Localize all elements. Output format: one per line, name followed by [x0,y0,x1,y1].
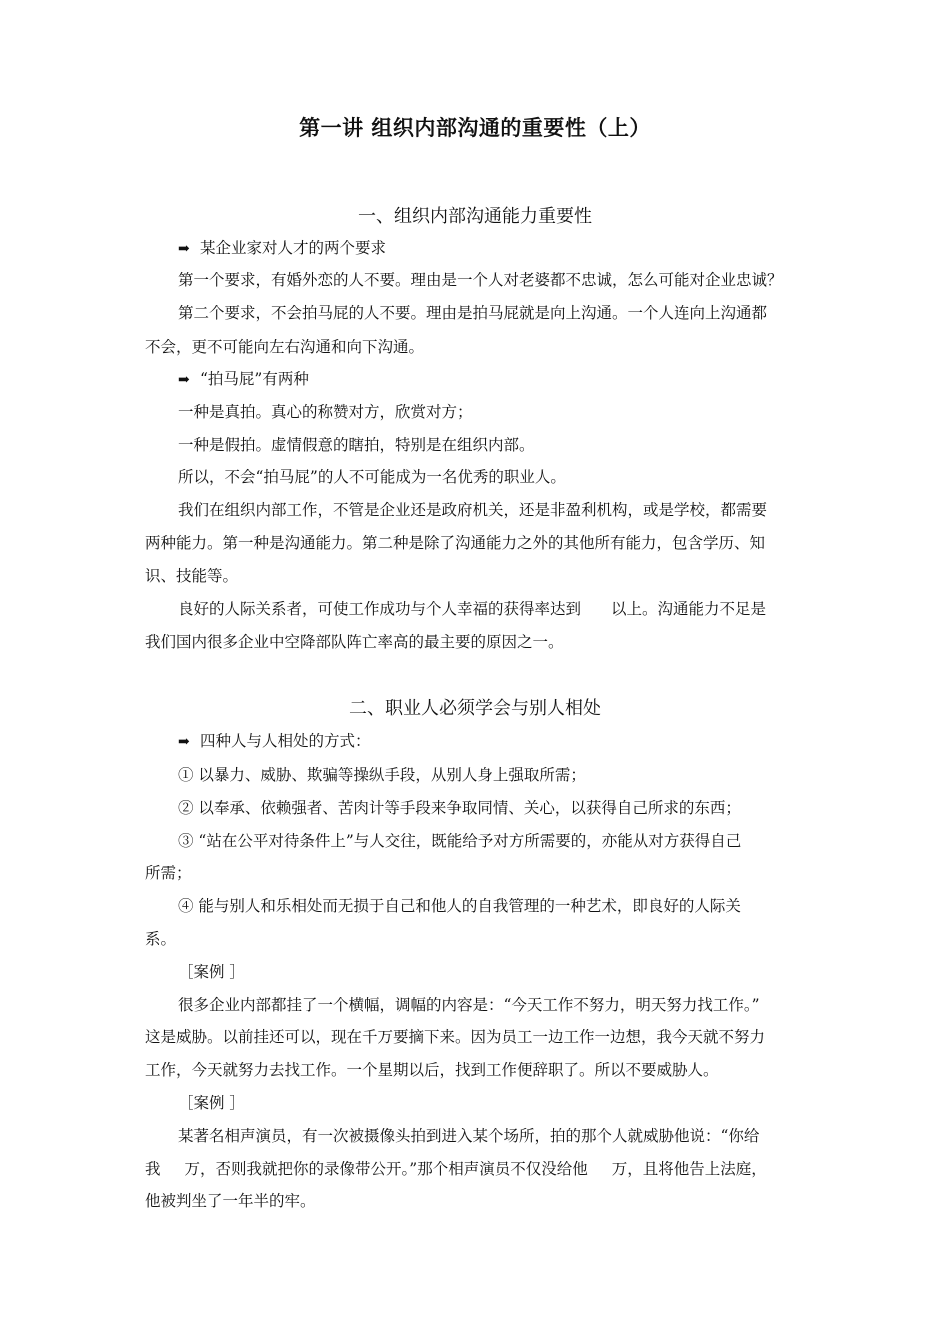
section1-heading: 一、组织内部沟通能力重要性 [358,206,592,227]
case-label: ［案例 ］ [178,1094,245,1112]
paragraph-line: 一种是假拍。虚情假意的瞎拍，特别是在组织内部。 [178,436,535,454]
bullet-text: 四种人与人相处的方式： [200,732,371,750]
text-span: 万，否则我就把你的录像带公开。”那个相声演员不仅没给他 [184,1160,588,1178]
bullet-item [178,730,810,753]
paragraph-line: 这是威胁。以前挂还可以，现在千万要摘下来。因为员工一边工作一边想，我今天就不努力 [145,1028,766,1046]
paragraph-line: 两种能力。第一种是沟通能力。第二种是除了沟通能力之外的其他所有能力，包含学历、知 [145,534,766,552]
paragraph-line [178,598,810,620]
bullet-text: 某企业家对人才的两个要求 [200,239,387,257]
page-title: 第一讲 组织内部沟通的重要性（上） [299,116,651,140]
bullet-item [178,368,810,391]
bullet-text: “拍马屁”有两种 [200,370,309,388]
list-item: ③ “站在公平对待条件上”与人交往，既能给予对方所需要的，亦能从对方获得自己 [178,832,742,850]
paragraph-line: 第一个要求，有婚外恋的人不要。理由是一个人对老婆都不忠诚，怎么可能对企业忠诚？ [178,271,783,289]
list-item: 所需； [145,864,192,882]
case-label: ［案例 ］ [178,963,245,981]
paragraph-line: 某著名相声演员，有一次被摄像头拍到进入某个场所，拍的那个人就威胁他说：“你给 [178,1127,760,1145]
bullet-item [178,237,810,260]
list-item: ② 以奉承、依赖强者、苦肉计等手段来争取同情、关心，以获得自己所求的东西； [178,799,741,817]
paragraph-line: 一种是真拍。真心的称赞对方，欣赏对方； [178,403,473,421]
section2-heading: 二、职业人必须学会与别人相处 [349,698,601,719]
paragraph-line: 第二个要求，不会拍马屁的人不要。理由是拍马屁就是向上沟通。一个人连向上沟通都 [178,304,768,322]
text-span: 良好的人际关系者，可使工作成功与个人幸福的获得率达到 [178,600,582,618]
right-arrow-icon: ➡ [178,241,190,257]
paragraph-line [145,1158,810,1180]
paragraph-line: 不会，更不可能向左右沟通和向下沟通。 [145,338,425,356]
list-item: ① 以暴力、威胁、欺骗等操纵手段，从别人身上强取所需； [178,766,586,784]
list-item: 系。 [145,930,177,948]
right-arrow-icon: ➡ [178,734,190,750]
list-item: ④ 能与别人和乐相处而无损于自己和他人的自我管理的一种艺术，即良好的人际关 [178,897,741,915]
paragraph-line: 我们在组织内部工作，不管是企业还是政府机关，还是非盈利机构，或是学校，都需要 [178,501,768,519]
paragraph-line: 很多企业内部都挂了一个横幅，调幅的内容是：“今天工作不努力，明天努力找工作。” [178,996,760,1014]
paragraph-line: 识、技能等。 [145,567,239,585]
text-span: 我 [145,1160,161,1178]
paragraph-line: 工作，今天就努力去找工作。一个星期以后，找到工作便辞职了。所以不要威胁人。 [145,1061,719,1079]
paragraph-line: 他被判坐了一年半的牢。 [145,1192,316,1210]
paragraph-line: 我们国内很多企业中空降部队阵亡率高的最主要的原因之一。 [145,633,564,651]
text-span: 万，且将他告上法庭， [611,1160,767,1178]
right-arrow-icon: ➡ [178,372,190,388]
paragraph-line: 所以，不会“拍马屁”的人不可能成为一名优秀的职业人。 [178,468,566,486]
text-span: 以上。沟通能力不足是 [611,600,767,618]
